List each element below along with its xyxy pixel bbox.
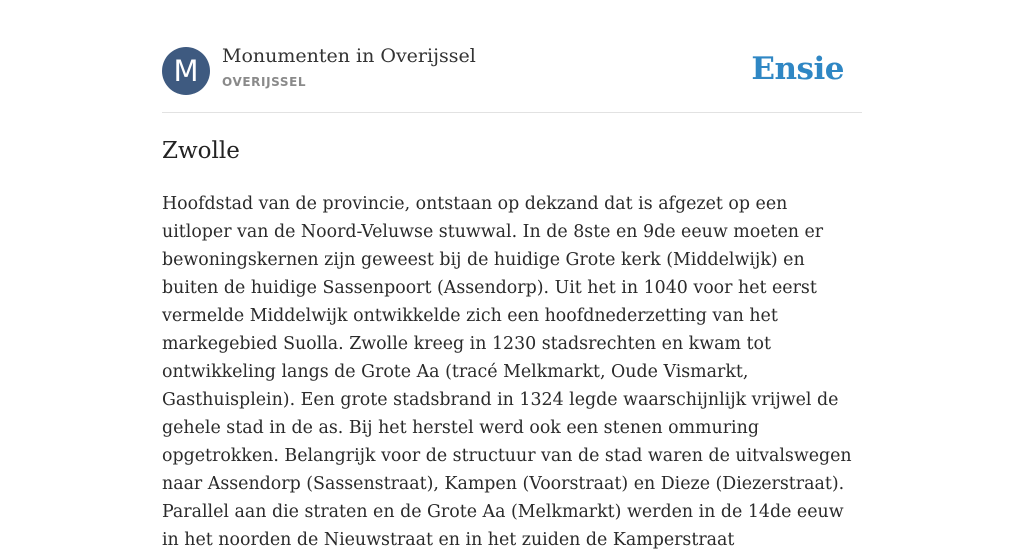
article-body: Hoofdstad van de provincie, ontstaan op dekzand dat is afgezet op een uitloper van de Noord-Veluwse stuwwal. In de 8ste en 9de eeuw moeten er bewoningskernen zijn geweest bij de huidige Grote kerk (Middelwijk) en buiten de huidige Sassenpoort (Assendorp). Uit het in 1040 voor het eerst vermelde Middelwijk ontwikkelde zich een hoofdnederzetting van het markegebied Suolla. Zwolle kreeg in 1230 stadsrechten en kwam tot ontwikkeling langs de Grote Aa (tracé Melkmarkt, Oude Vismarkt, Gasthuisplein). Een grote stadsbrand in 1324 legde waarschijnlijk vrijwel de gehele stad in de as. Bij het herstel werd ook een stenen ommuring opgetrokken. Belangrijk voor de structuur van de stad waren de uitvalswegen naar Assendorp (Sassenstraat), Kampen (Voorstraat) en Dieze (Diezerstraat). Parallel aan die straten en de Grote Aa (Melkmarkt) werden in de 14de eeuw in het noorden de Nieuwstraat en in het zuiden de Kamperstraat	[162, 194, 852, 550]
book-title[interactable]: Monumenten in Overijssel	[222, 45, 476, 67]
content-column	[162, 0, 862, 550]
brand-logo[interactable]: Ensie	[751, 51, 844, 87]
header	[162, 0, 862, 113]
article-title: Zwolle	[162, 138, 240, 164]
book-subtitle[interactable]: OVERIJSSEL	[222, 75, 307, 89]
avatar[interactable]: M	[162, 47, 210, 95]
